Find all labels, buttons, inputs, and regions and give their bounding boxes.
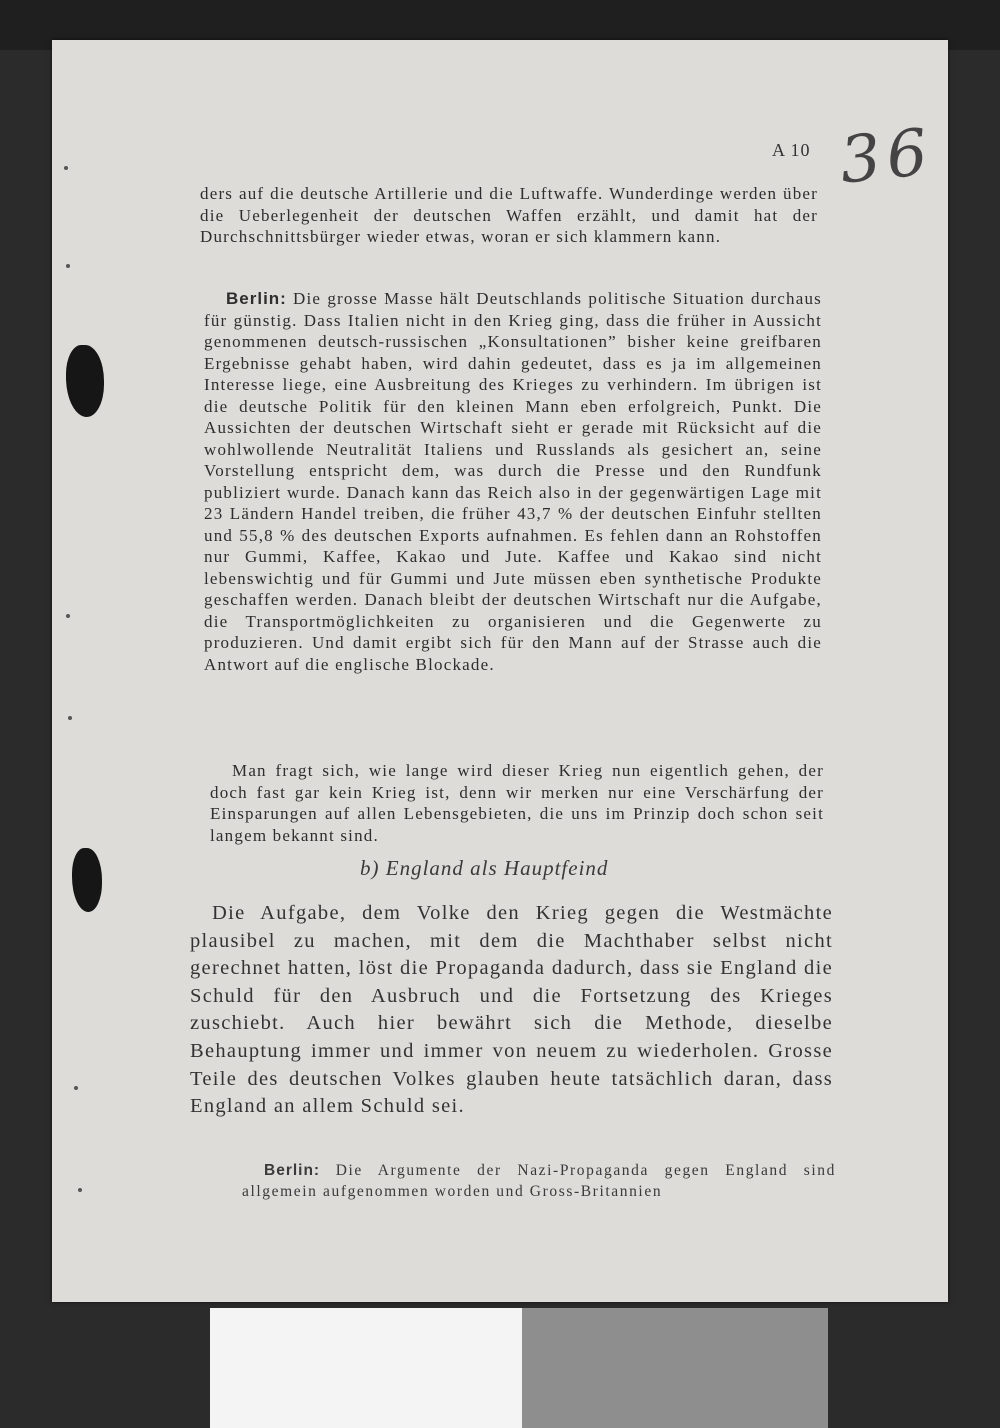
margin-speck	[64, 166, 68, 170]
margin-speck	[78, 1188, 82, 1192]
paragraph-5-text: Die Argumente der Nazi-Propaganda gegen England sind allgemein aufgenommen worden und Gross-Britannien	[242, 1162, 836, 1200]
margin-speck	[66, 614, 70, 618]
margin-speck	[74, 1086, 78, 1090]
margin-speck	[68, 716, 72, 720]
paragraph-2-text: Die grosse Masse hält Deutschlands politische Situation durchaus für günstig. Dass Italien nicht in den Krieg ging, dass die früher in Aussicht genommenen deutsch-russischen „Konsultationen” bisher keine greifbaren Ergebnisse gehabt haben, wird dahin gedeutet, dass es ja im allgemeinen Interesse liege, eine Ausbreitung des Krieges zu verhindern. Im übrigen ist die deutsche Politik für den kleinen Mann eben erfolgreich, Punkt. Die Aussichten der deutschen Wirtschaft sieht er gerade mit Rücksicht auf die wohlwollende Neutralität Italiens und Russlands als gesichert an, seine Vorstellung entspricht dem, was durch die Presse und den Rundfunk publiziert wurde. Danach kann das Reich also in der gegenwärtigen Lage mit 23 Ländern Handel treiben, die früher 43,7 % der deutschen Einfuhr stellten und 55,8 % des deutschen Exports aufnahmen. Es fehlen dann an Rohstoffen nur Gummi, Kaffee, Kakao und Jute. Kaffee und Kakao sind nicht lebenswichtig und für Gummi und Jute müssen eben synthetische Produkte geschaffen werden. Danach bleibt der deutschen Wirtschaft nur die Aufgabe, die Transportmöglichkeiten zu organisieren und die Gegenwerte zu produzieren. Und damit ergibt sich für den Mann auf der Strasse auch die Antwort auf die englische Blockade.	[204, 289, 822, 674]
punch-hole-top	[66, 345, 104, 417]
paragraph-1	[200, 183, 818, 248]
margin-speck	[66, 264, 70, 268]
document-page	[52, 40, 948, 1302]
paragraph-4-text: Die Aufgabe, dem Volke den Krieg gegen die Westmächte plausibel zu machen, mit dem die Machthaber selbst nicht gerechnet hatten, löst die Propaganda dadurch, dass sie England die Schuld für den Ausbruch und die Fortsetzung des Krieges zuschiebt. Auch hier bewährt sich die Methode, dieselbe Behauptung immer und immer von neuem zu wiederholen. Grosse Teile des deutschen Volkes glauben heute tatsächlich daran, dass England an allem Schuld sei.	[190, 902, 833, 1118]
paragraph-1-text: ders auf die deutsche Artillerie und die Luftwaffe. Wunderdinge werden über die Ueberlegenheit der deutschen Waffen erzählt, und damit hat der Durchschnittsbürger wieder etwas, woran er sich klammern kann.	[200, 184, 818, 246]
page-reference: A 10	[772, 140, 811, 160]
paragraph-5	[242, 1160, 836, 1202]
paragraph-3	[210, 760, 824, 846]
calibration-card-white	[210, 1308, 522, 1428]
paragraph-5-lead: Berlin:	[264, 1162, 321, 1179]
handwritten-page-number: 36	[836, 115, 938, 199]
paragraph-2	[204, 288, 822, 675]
paragraph-3-text: Man fragt sich, wie lange wird dieser Krieg nun eigentlich gehen, der doch fast gar kein Krieg ist, denn wir merken nur eine Verschärfung der Einsparungen auf allen Lebensgebieten, die uns im Prinzip doch schon seit langem bekannt sind.	[210, 761, 824, 845]
punch-hole-bottom	[72, 848, 102, 912]
calibration-card-gray	[522, 1308, 828, 1428]
paragraph-2-lead: Berlin:	[226, 289, 287, 308]
paragraph-4	[190, 900, 833, 1121]
section-heading: b) England als Hauptfeind	[360, 856, 609, 880]
